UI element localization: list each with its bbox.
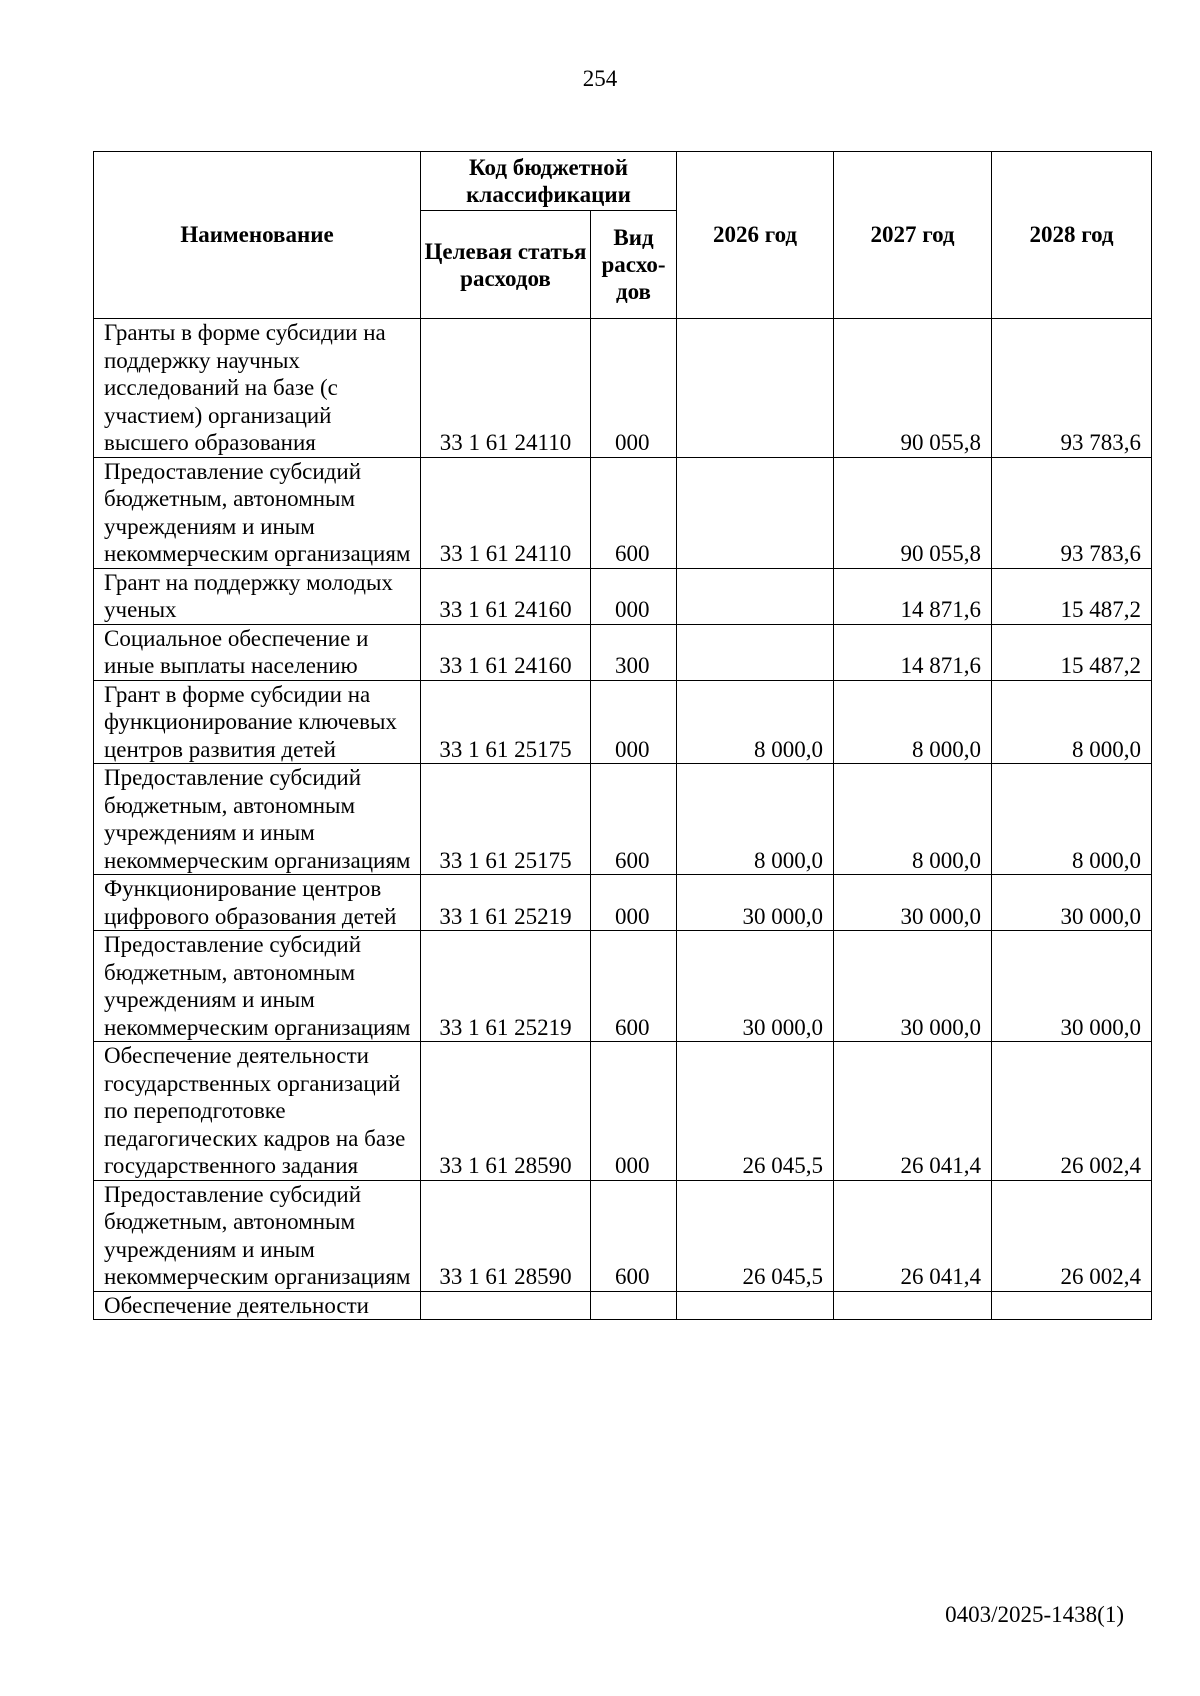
row-value-2027: 30 000,0 (834, 931, 992, 1042)
table-row (94, 1291, 1152, 1320)
row-value-2028: 15 487,2 (992, 568, 1152, 624)
row-target-article: 33 1 61 24110 (421, 319, 591, 458)
row-value-2026 (677, 457, 834, 568)
table-row (94, 568, 1152, 624)
row-target-article (421, 1291, 591, 1320)
row-expense-type: 000 (591, 568, 677, 624)
header-code-group: Код бюджетной классификации (421, 152, 677, 211)
row-value-2028: 93 783,6 (992, 319, 1152, 458)
row-name: Грант в форме субсидии на функционирование ключевых центров развития детей (94, 680, 421, 764)
row-expense-type: 000 (591, 680, 677, 764)
row-value-2027: 8 000,0 (834, 680, 992, 764)
row-value-2028: 26 002,4 (992, 1042, 1152, 1181)
row-value-2027: 14 871,6 (834, 624, 992, 680)
table-header (94, 152, 1152, 319)
table-row (94, 875, 1152, 931)
row-value-2026: 26 045,5 (677, 1180, 834, 1291)
header-expense-type: Вид расхо-дов (591, 211, 677, 319)
row-value-2026: 30 000,0 (677, 875, 834, 931)
row-target-article: 33 1 61 24110 (421, 457, 591, 568)
row-value-2027 (834, 1291, 992, 1320)
row-value-2027: 90 055,8 (834, 319, 992, 458)
row-expense-type: 600 (591, 931, 677, 1042)
row-value-2028: 15 487,2 (992, 624, 1152, 680)
row-value-2027: 90 055,8 (834, 457, 992, 568)
row-expense-type: 600 (591, 1180, 677, 1291)
row-target-article: 33 1 61 25175 (421, 680, 591, 764)
row-value-2028: 30 000,0 (992, 931, 1152, 1042)
row-name: Предоставление субсидий бюджетным, автономным учреждениям и иным некоммерческим организациям (94, 931, 421, 1042)
header-2028: 2028 год (992, 152, 1152, 319)
row-value-2026: 8 000,0 (677, 680, 834, 764)
header-2027: 2027 год (834, 152, 992, 319)
row-name: Предоставление субсидий бюджетным, автономным учреждениям и иным некоммерческим организациям (94, 457, 421, 568)
table-row (94, 931, 1152, 1042)
document-code: 0403/2025-1438(1) (945, 1602, 1124, 1627)
row-name: Социальное обеспечение и иные выплаты населению (94, 624, 421, 680)
table-row (94, 680, 1152, 764)
row-value-2028: 93 783,6 (992, 457, 1152, 568)
table-row (94, 319, 1152, 458)
row-name: Гранты в форме субсидии на поддержку научных исследований на базе (с участием) организаций высшего образования (94, 319, 421, 458)
row-name: Функционирование центров цифрового образования детей (94, 875, 421, 931)
row-target-article: 33 1 61 24160 (421, 568, 591, 624)
row-expense-type (591, 1291, 677, 1320)
row-value-2028: 30 000,0 (992, 875, 1152, 931)
budget-table (93, 151, 1152, 1320)
row-value-2028 (992, 1291, 1152, 1320)
row-value-2026 (677, 568, 834, 624)
row-target-article: 33 1 61 25219 (421, 931, 591, 1042)
table-row (94, 624, 1152, 680)
row-target-article: 33 1 61 25175 (421, 764, 591, 875)
row-value-2027: 26 041,4 (834, 1180, 992, 1291)
row-target-article: 33 1 61 25219 (421, 875, 591, 931)
table-row (94, 1180, 1152, 1291)
row-target-article: 33 1 61 28590 (421, 1180, 591, 1291)
header-2026: 2026 год (677, 152, 834, 319)
row-name: Предоставление субсидий бюджетным, автономным учреждениям и иным некоммерческим организациям (94, 1180, 421, 1291)
row-value-2027: 26 041,4 (834, 1042, 992, 1181)
row-value-2026 (677, 624, 834, 680)
row-value-2028: 8 000,0 (992, 680, 1152, 764)
row-value-2028: 8 000,0 (992, 764, 1152, 875)
row-name: Обеспечение деятельности государственных организаций по переподготовке педагогических кадров на базе государственного задания (94, 1042, 421, 1181)
row-value-2026: 26 045,5 (677, 1042, 834, 1181)
row-value-2026: 8 000,0 (677, 764, 834, 875)
row-name: Грант на поддержку молодых ученых (94, 568, 421, 624)
table-body (94, 319, 1152, 1320)
row-value-2027: 14 871,6 (834, 568, 992, 624)
row-value-2028: 26 002,4 (992, 1180, 1152, 1291)
table-row (94, 457, 1152, 568)
page-number: 254 (582, 66, 618, 91)
row-value-2026 (677, 319, 834, 458)
row-expense-type: 600 (591, 457, 677, 568)
row-value-2027: 30 000,0 (834, 875, 992, 931)
row-value-2026 (677, 1291, 834, 1320)
row-target-article: 33 1 61 28590 (421, 1042, 591, 1181)
row-expense-type: 000 (591, 319, 677, 458)
table-row (94, 1042, 1152, 1181)
row-value-2026: 30 000,0 (677, 931, 834, 1042)
table-row (94, 764, 1152, 875)
row-target-article: 33 1 61 24160 (421, 624, 591, 680)
row-expense-type: 300 (591, 624, 677, 680)
row-name: Обеспечение деятельности (94, 1291, 421, 1320)
header-target-article: Целевая статья расходов (421, 211, 591, 319)
row-name: Предоставление субсидий бюджетным, автономным учреждениям и иным некоммерческим организациям (94, 764, 421, 875)
row-expense-type: 600 (591, 764, 677, 875)
row-expense-type: 000 (591, 1042, 677, 1181)
header-name: Наименование (94, 152, 421, 319)
row-expense-type: 000 (591, 875, 677, 931)
row-value-2027: 8 000,0 (834, 764, 992, 875)
